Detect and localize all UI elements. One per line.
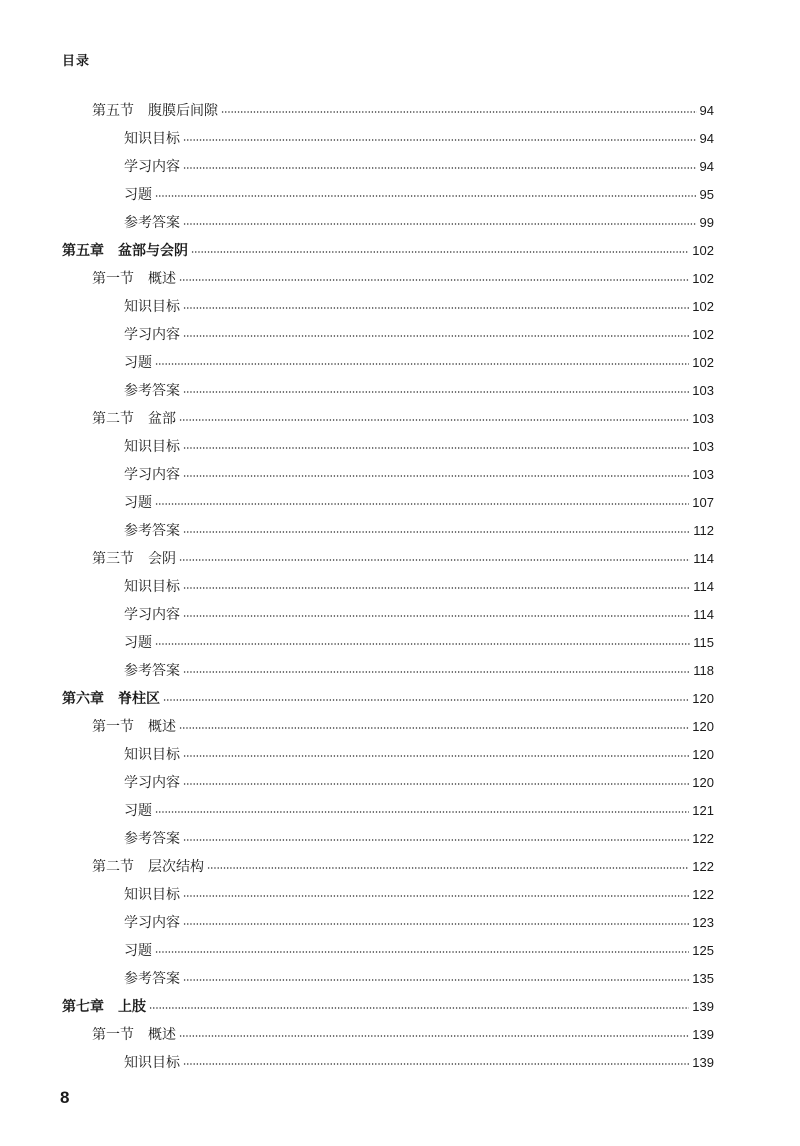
toc-page-number: 112 bbox=[693, 522, 714, 538]
toc-row bbox=[0, 880, 800, 908]
toc-entry-title: 学习内容 bbox=[124, 159, 180, 175]
toc-row bbox=[0, 908, 800, 936]
toc-page-number: 107 bbox=[692, 494, 714, 510]
toc-page-number: 114 bbox=[693, 606, 714, 622]
toc-entry-subsection[interactable] bbox=[124, 348, 714, 376]
toc-entry-label bbox=[92, 268, 176, 288]
toc-entry-title: 习题 bbox=[124, 495, 152, 511]
toc-entry-title: 盆部与会阴 bbox=[118, 243, 188, 259]
dot-leader bbox=[183, 167, 697, 169]
toc-page-number: 122 bbox=[692, 858, 714, 874]
toc-row bbox=[0, 96, 800, 124]
toc-entry-subsection[interactable] bbox=[124, 180, 714, 208]
dot-leader bbox=[183, 895, 689, 897]
toc-row bbox=[0, 600, 800, 628]
toc-entry-title: 习题 bbox=[124, 635, 152, 651]
toc-row bbox=[0, 684, 800, 712]
toc-page-number: 120 bbox=[692, 774, 714, 790]
toc-page-number: 102 bbox=[692, 270, 714, 286]
toc-entry-title: 概述 bbox=[148, 719, 176, 735]
toc-entry-label bbox=[124, 940, 152, 960]
toc-row bbox=[0, 628, 800, 656]
toc-entry-number: 第五节 bbox=[92, 103, 134, 119]
toc-entry-label bbox=[124, 912, 180, 932]
toc-entry-title: 知识目标 bbox=[124, 1055, 180, 1071]
toc-row bbox=[0, 432, 800, 460]
toc-entry-section[interactable] bbox=[92, 544, 714, 572]
toc-entry-subsection[interactable] bbox=[124, 432, 714, 460]
toc-entry-subsection[interactable] bbox=[124, 740, 714, 768]
toc-page-number: 94 bbox=[699, 102, 714, 118]
toc-entry-number: 第二节 bbox=[92, 411, 134, 427]
toc-entry-title: 学习内容 bbox=[124, 915, 180, 931]
toc-entry-label bbox=[124, 380, 180, 400]
dot-leader bbox=[183, 531, 690, 533]
toc-entry-subsection[interactable] bbox=[124, 488, 714, 516]
toc-entry-title: 参考答案 bbox=[124, 663, 180, 679]
toc-row bbox=[0, 572, 800, 600]
toc-entry-title: 习题 bbox=[124, 803, 152, 819]
toc-entry-subsection[interactable] bbox=[124, 1048, 714, 1076]
toc-page-number: 94 bbox=[699, 158, 714, 174]
toc-row bbox=[0, 544, 800, 572]
dot-leader bbox=[221, 111, 697, 113]
toc-entry-title: 腹膜后间隙 bbox=[148, 103, 218, 119]
toc-entry-label bbox=[92, 548, 176, 568]
toc-entry-subsection[interactable] bbox=[124, 152, 714, 180]
dot-leader bbox=[183, 839, 689, 841]
toc-entry-number: 第七章 bbox=[62, 999, 104, 1015]
toc-entry-number: 第一节 bbox=[92, 271, 134, 287]
toc-entry-section[interactable] bbox=[92, 712, 714, 740]
toc-entry-label bbox=[124, 604, 180, 624]
toc-page-number: 103 bbox=[692, 382, 714, 398]
dot-leader bbox=[183, 447, 689, 449]
toc-page-number: 135 bbox=[692, 970, 714, 986]
toc-page-number: 103 bbox=[692, 410, 714, 426]
toc-entry-subsection[interactable] bbox=[124, 124, 714, 152]
toc-entry-label bbox=[124, 576, 180, 596]
toc-entry-subsection[interactable] bbox=[124, 320, 714, 348]
toc-entry-label bbox=[92, 856, 204, 876]
toc-row bbox=[0, 236, 800, 264]
toc-row bbox=[0, 460, 800, 488]
toc-entry-label bbox=[124, 632, 152, 652]
toc-row bbox=[0, 376, 800, 404]
toc-entry-number: 第二节 bbox=[92, 859, 134, 875]
dot-leader bbox=[183, 139, 697, 141]
toc-entry-subsection[interactable] bbox=[124, 908, 714, 936]
toc-entry-subsection[interactable] bbox=[124, 208, 714, 236]
toc-entry-title: 层次结构 bbox=[148, 859, 204, 875]
toc-page-number: 102 bbox=[692, 242, 714, 258]
toc-page-number: 115 bbox=[693, 634, 714, 650]
toc-entry-subsection[interactable] bbox=[124, 768, 714, 796]
dot-leader bbox=[183, 671, 690, 673]
toc-page-number: 94 bbox=[699, 130, 714, 146]
dot-leader bbox=[183, 475, 689, 477]
toc-entry-subsection[interactable] bbox=[124, 376, 714, 404]
toc-entry-title: 知识目标 bbox=[124, 299, 180, 315]
dot-leader bbox=[179, 419, 689, 421]
toc-row bbox=[0, 348, 800, 376]
dot-leader bbox=[183, 923, 689, 925]
toc-row bbox=[0, 712, 800, 740]
toc-page-number: 102 bbox=[692, 298, 714, 314]
toc-row bbox=[0, 740, 800, 768]
toc-entry-title: 会阴 bbox=[148, 551, 176, 567]
dot-leader bbox=[155, 643, 690, 645]
toc-entry-number: 第五章 bbox=[62, 243, 104, 259]
toc-entry-title: 知识目标 bbox=[124, 579, 180, 595]
toc-row bbox=[0, 124, 800, 152]
toc-entry-label bbox=[124, 520, 180, 540]
dot-leader bbox=[155, 503, 689, 505]
dot-leader bbox=[183, 615, 690, 617]
toc-entry-label bbox=[124, 772, 180, 792]
toc-entry-subsection[interactable] bbox=[124, 796, 714, 824]
toc-entry-label bbox=[124, 744, 180, 764]
toc-entry-label bbox=[124, 324, 180, 344]
toc-page-number: 103 bbox=[692, 438, 714, 454]
toc-entry-section[interactable] bbox=[92, 96, 714, 124]
toc-page-number: 103 bbox=[692, 466, 714, 482]
toc-entry-subsection[interactable] bbox=[124, 656, 714, 684]
toc-entry-title: 知识目标 bbox=[124, 131, 180, 147]
toc-entry-subsection[interactable] bbox=[124, 936, 714, 964]
toc-row bbox=[0, 824, 800, 852]
toc-entry-label bbox=[124, 296, 180, 316]
toc-row bbox=[0, 152, 800, 180]
toc-entry-chapter[interactable] bbox=[62, 684, 714, 712]
dot-leader bbox=[149, 1007, 689, 1009]
toc-page-number: 120 bbox=[692, 718, 714, 734]
dot-leader bbox=[179, 559, 690, 561]
toc-entry-number: 第一节 bbox=[92, 1027, 134, 1043]
dot-leader bbox=[155, 951, 689, 953]
toc-entry-title: 知识目标 bbox=[124, 887, 180, 903]
toc-entry-label bbox=[62, 996, 146, 1016]
toc-entry-label bbox=[124, 156, 180, 176]
toc-row bbox=[0, 656, 800, 684]
toc-page-number: 114 bbox=[693, 578, 714, 594]
toc-entry-label bbox=[124, 660, 180, 680]
toc-entry-title: 习题 bbox=[124, 187, 152, 203]
toc-row bbox=[0, 964, 800, 992]
toc-row bbox=[0, 292, 800, 320]
toc-entry-title: 学习内容 bbox=[124, 327, 180, 343]
toc-row bbox=[0, 404, 800, 432]
toc-entry-label bbox=[92, 716, 176, 736]
toc-entry-title: 概述 bbox=[148, 1027, 176, 1043]
toc-page-number: 120 bbox=[692, 746, 714, 762]
toc-row bbox=[0, 936, 800, 964]
toc-row bbox=[0, 488, 800, 516]
toc-entry-label bbox=[124, 828, 180, 848]
toc-entry-chapter[interactable] bbox=[62, 236, 714, 264]
toc-entry-label bbox=[92, 1024, 176, 1044]
toc-entry-section[interactable] bbox=[92, 1020, 714, 1048]
toc-page-number: 114 bbox=[693, 550, 714, 566]
toc-entry-number: 第三节 bbox=[92, 551, 134, 567]
dot-leader bbox=[183, 979, 689, 981]
toc-entry-label bbox=[62, 240, 188, 260]
dot-leader bbox=[179, 1035, 689, 1037]
toc-entry-title: 学习内容 bbox=[124, 775, 180, 791]
toc-row bbox=[0, 768, 800, 796]
toc-entry-label bbox=[124, 184, 152, 204]
toc-entry-number: 第一节 bbox=[92, 719, 134, 735]
toc-row bbox=[0, 320, 800, 348]
toc-entry-label bbox=[124, 884, 180, 904]
toc-entry-label bbox=[124, 436, 180, 456]
toc-entry-label bbox=[124, 800, 152, 820]
dot-leader bbox=[207, 867, 689, 869]
toc-entry-title: 知识目标 bbox=[124, 439, 180, 455]
toc-entry-label bbox=[62, 688, 160, 708]
toc-entry-subsection[interactable] bbox=[124, 600, 714, 628]
toc-entry-title: 学习内容 bbox=[124, 607, 180, 623]
dot-leader bbox=[183, 783, 689, 785]
toc-entry-title: 上肢 bbox=[118, 999, 146, 1015]
toc-row bbox=[0, 992, 800, 1020]
toc-entry-title: 概述 bbox=[148, 271, 176, 287]
toc-page-number: 99 bbox=[699, 214, 714, 230]
toc-entry-title: 习题 bbox=[124, 355, 152, 371]
toc-entry-title: 参考答案 bbox=[124, 383, 180, 399]
toc-page-number: 139 bbox=[692, 1054, 714, 1070]
toc-entry-label bbox=[124, 492, 152, 512]
dot-leader bbox=[183, 335, 689, 337]
toc-entry-title: 参考答案 bbox=[124, 523, 180, 539]
toc-entry-title: 学习内容 bbox=[124, 467, 180, 483]
toc-entry-title: 脊柱区 bbox=[118, 691, 160, 707]
toc-row bbox=[0, 208, 800, 236]
toc-entry-label bbox=[124, 128, 180, 148]
dot-leader bbox=[183, 587, 690, 589]
toc-entry-title: 参考答案 bbox=[124, 971, 180, 987]
toc-page-number: 121 bbox=[692, 802, 714, 818]
toc-page-number: 102 bbox=[692, 326, 714, 342]
toc-entry-label bbox=[124, 1052, 180, 1072]
dot-leader bbox=[183, 1063, 689, 1065]
dot-leader bbox=[183, 307, 689, 309]
toc-row bbox=[0, 796, 800, 824]
toc-row bbox=[0, 1048, 800, 1076]
toc-row bbox=[0, 264, 800, 292]
toc-entry-chapter[interactable] bbox=[62, 992, 714, 1020]
toc-page-number: 120 bbox=[692, 690, 714, 706]
toc-entry-title: 参考答案 bbox=[124, 831, 180, 847]
toc-entry-section[interactable] bbox=[92, 852, 714, 880]
toc-page-number: 122 bbox=[692, 830, 714, 846]
toc-page-number: 95 bbox=[699, 186, 714, 202]
dot-leader bbox=[191, 251, 689, 253]
toc-row bbox=[0, 516, 800, 544]
toc-page-number: 118 bbox=[693, 662, 714, 678]
dot-leader bbox=[155, 195, 697, 197]
toc-entry-subsection[interactable] bbox=[124, 628, 714, 656]
dot-leader bbox=[179, 279, 689, 281]
toc-row bbox=[0, 1020, 800, 1048]
page-number: 8 bbox=[60, 1088, 70, 1107]
toc-row bbox=[0, 852, 800, 880]
toc-page-number: 139 bbox=[692, 998, 714, 1014]
toc-entry-section[interactable] bbox=[92, 264, 714, 292]
dot-leader bbox=[163, 699, 689, 701]
dot-leader bbox=[183, 391, 689, 393]
toc-entry-label bbox=[92, 408, 176, 428]
toc-row bbox=[0, 180, 800, 208]
toc-page-number: 125 bbox=[692, 942, 714, 958]
toc-entry-label bbox=[92, 100, 218, 120]
toc-entry-title: 盆部 bbox=[148, 411, 176, 427]
toc-entry-label bbox=[124, 212, 180, 232]
toc-page-number: 123 bbox=[692, 914, 714, 930]
toc-entry-label bbox=[124, 352, 152, 372]
toc-page-number: 122 bbox=[692, 886, 714, 902]
toc-entry-subsection[interactable] bbox=[124, 460, 714, 488]
dot-leader bbox=[155, 811, 689, 813]
dot-leader bbox=[155, 363, 689, 365]
dot-leader bbox=[183, 223, 697, 225]
toc-entry-subsection[interactable] bbox=[124, 292, 714, 320]
toc-entry-number: 第六章 bbox=[62, 691, 104, 707]
toc-entry-section[interactable] bbox=[92, 404, 714, 432]
toc-page-number: 102 bbox=[692, 354, 714, 370]
toc-entry-label bbox=[124, 968, 180, 988]
toc-entry-subsection[interactable] bbox=[124, 516, 714, 544]
toc-entry-title: 知识目标 bbox=[124, 747, 180, 763]
toc-entry-subsection[interactable] bbox=[124, 572, 714, 600]
toc-entry-label bbox=[124, 464, 180, 484]
dot-leader bbox=[179, 727, 689, 729]
running-header: 目录 bbox=[62, 54, 91, 69]
toc-entry-title: 参考答案 bbox=[124, 215, 180, 231]
toc-entry-title: 习题 bbox=[124, 943, 152, 959]
toc-page-number: 139 bbox=[692, 1026, 714, 1042]
toc-entry-subsection[interactable] bbox=[124, 880, 714, 908]
dot-leader bbox=[183, 755, 689, 757]
toc-entry-subsection[interactable] bbox=[124, 964, 714, 992]
toc-entry-subsection[interactable] bbox=[124, 824, 714, 852]
